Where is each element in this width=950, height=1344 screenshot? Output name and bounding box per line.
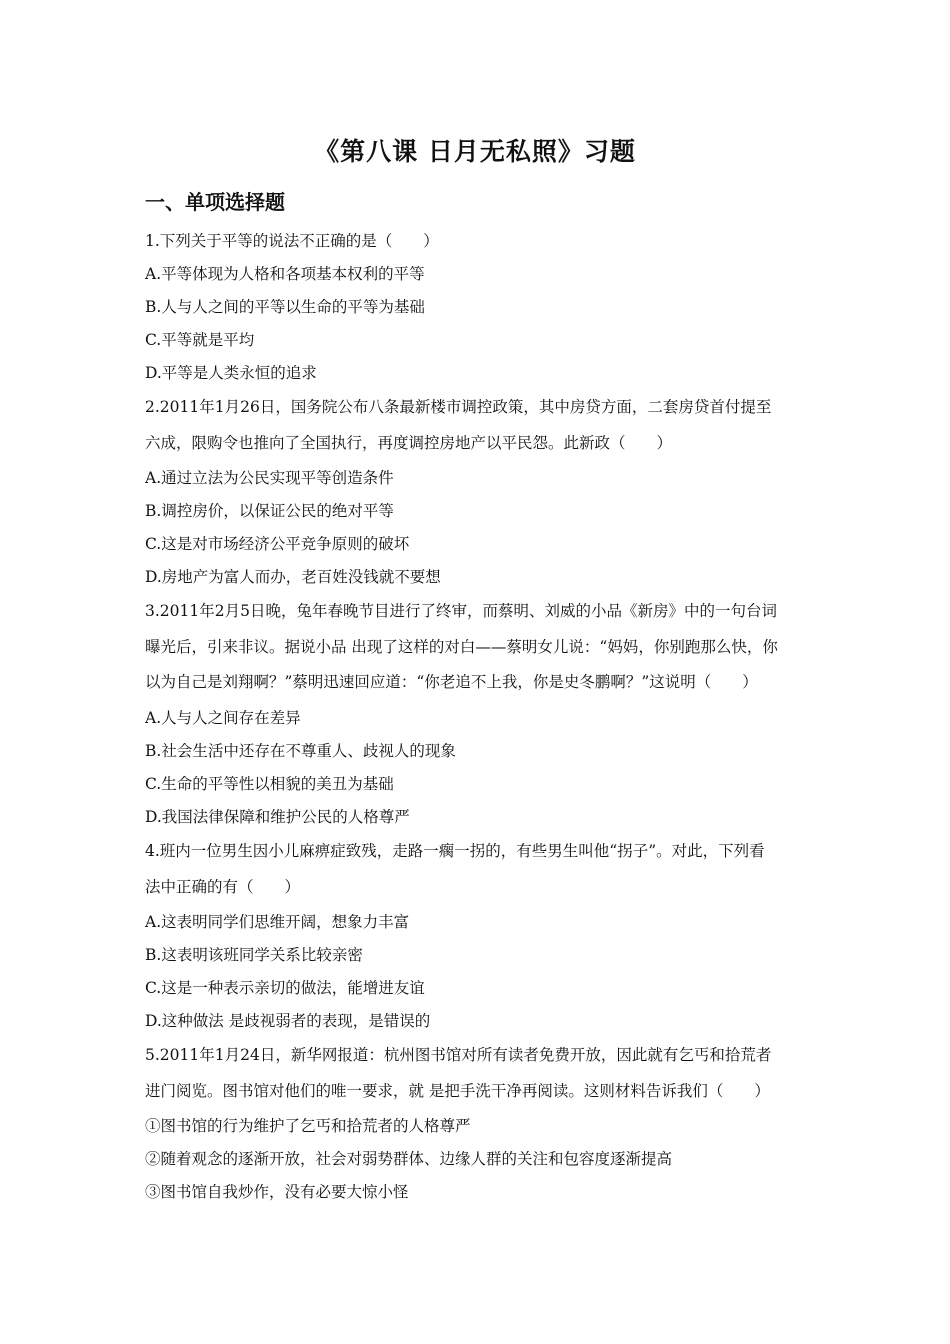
text-line: A.平等体现为人格和各项基本权利的平等	[145, 265, 425, 283]
text-line: B.这表明该班同学关系比较亲密	[145, 946, 363, 964]
document-title: 《第八课 日月无私照》习题	[314, 137, 636, 166]
text-line: C.这是对市场经济公平竞争原则的破坏	[145, 535, 410, 553]
text-line: B.社会生活中还存在不尊重人、歧视人的现象	[145, 742, 456, 760]
text-line: 曝光后，引来非议。据说小品 出现了这样的对白——蔡明女儿说：“妈妈，你别跑那么快，你	[145, 638, 778, 656]
text-line: 法中正确的有（ ）	[145, 878, 301, 896]
text-line: A.这表明同学们思维开阔，想象力丰富	[145, 913, 410, 931]
text-line: B.人与人之间的平等以生命的平等为基础	[145, 298, 425, 316]
text-line: 以为自己是刘翔啊？”蔡明迅速回应道：“你老追不上我，你是史冬鹏啊？”这说明（ ）	[145, 673, 758, 691]
text-line: C.生命的平等性以相貌的美丑为基础	[145, 775, 394, 793]
text-line: 4.班内一位男生因小儿麻痹症致残，走路一瘸一拐的，有些男生叫他“拐子”。对此，下列看	[145, 842, 765, 860]
text-line: D.我国法律保障和维护公民的人格尊严	[145, 808, 410, 826]
text-line: C.这是一种表示亲切的做法，能增进友谊	[145, 979, 425, 997]
text-line: 2.2011年1月26日，国务院公布八条最新楼市调控政策，其中房贷方面，二套房贷首付提至	[145, 398, 772, 416]
text-line: D.房地产为富人而办，老百姓没钱就不要想	[145, 568, 441, 586]
text-line: 5.2011年1月24日，新华网报道：杭州图书馆对所有读者免费开放，因此就有乞丐和拾荒者	[145, 1046, 772, 1064]
text-line: A.通过立法为公民实现平等创造条件	[145, 469, 394, 487]
section-heading: 一、单项选择题	[145, 190, 285, 214]
text-line: ③图书馆自我炒作，没有必要大惊小怪	[145, 1183, 409, 1201]
text-line: 六成，限购令也推向了全国执行，再度调控房地产以平民怨。此新政（ ）	[145, 434, 673, 452]
text-line: 3.2011年2月5日晚，兔年春晚节目进行了终审，而蔡明、刘威的小品《新房》中的一句台词	[145, 602, 777, 620]
text-line: ②随着观念的逐渐开放，社会对弱势群体、边缘人群的关注和包容度逐渐提高	[145, 1150, 673, 1168]
text-line: A.人与人之间存在差异	[145, 709, 301, 727]
text-line: 进门阅览。图书馆对他们的唯一要求，就 是把手洗干净再阅读。这则材料告诉我们（ ）	[145, 1082, 770, 1100]
text-line: D.这种做法 是歧视弱者的表现，是错误的	[145, 1012, 431, 1030]
text-line: ①图书馆的行为维护了乞丐和拾荒者的人格尊严	[145, 1117, 471, 1135]
text-line: B.调控房价，以保证公民的绝对平等	[145, 502, 394, 520]
text-line: D.平等是人类永恒的追求	[145, 364, 317, 382]
text-line: C.平等就是平均	[145, 331, 255, 349]
text-line: 1.下列关于平等的说法不正确的是（ ）	[145, 232, 439, 250]
